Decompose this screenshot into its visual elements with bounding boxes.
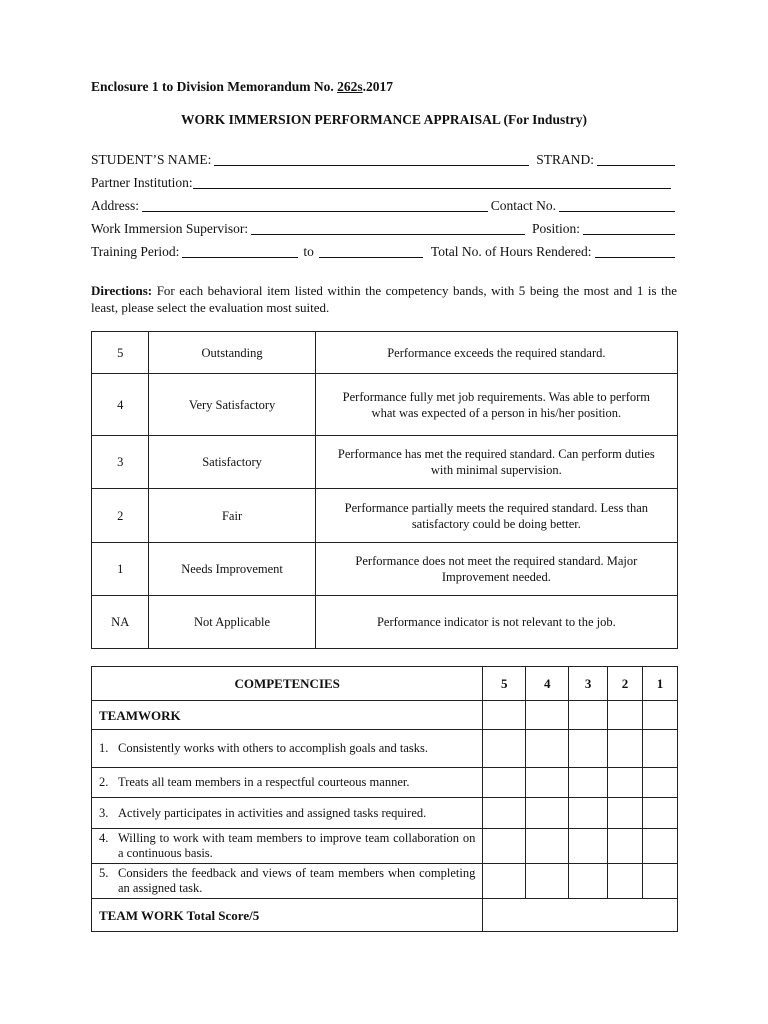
address-field[interactable] xyxy=(142,198,488,212)
rating-cell[interactable] xyxy=(483,768,526,798)
rating-cell[interactable] xyxy=(608,864,643,899)
enclosure-prefix: Enclosure 1 to Division Memorandum No. xyxy=(91,79,338,94)
supervisor-row xyxy=(91,219,675,237)
scale-rating: 3 xyxy=(92,436,149,489)
rating-cell[interactable] xyxy=(608,798,643,829)
rating-cell[interactable] xyxy=(608,701,643,730)
scale-descriptor: Very Satisfactory xyxy=(149,374,315,436)
rating-cell[interactable] xyxy=(643,768,678,798)
scale-rating: 2 xyxy=(92,489,149,543)
total-score-label: TEAM WORK Total Score/5 xyxy=(92,899,483,932)
rating-cell[interactable] xyxy=(608,730,643,768)
item-text: Consistently works with others to accomplish goals and tasks. xyxy=(118,741,429,755)
rating-cell[interactable] xyxy=(608,768,643,798)
partner-institution-label: Partner Institution: xyxy=(91,175,193,190)
scale-descriptor: Not Applicable xyxy=(149,596,315,649)
competencies-table xyxy=(91,666,678,932)
item-text: Treats all team members in a respectful courteous manner. xyxy=(118,775,410,789)
scale-meaning: Performance has met the required standard. Can perform duties with minimal supervision. xyxy=(315,436,677,489)
scale-meaning: Performance fully met job requirements. Was able to perform what was expected of a person in his/her position. xyxy=(315,374,677,436)
item-number: 2. xyxy=(99,775,109,789)
contact-no-label: Contact No. xyxy=(490,198,556,213)
scale-row xyxy=(92,332,678,374)
rating-cell[interactable] xyxy=(643,701,678,730)
competency-row xyxy=(92,730,678,768)
total-hours-label: Total No. of Hours Rendered: xyxy=(430,244,592,259)
scale-row xyxy=(92,543,678,596)
scale-descriptor: Fair xyxy=(149,489,315,543)
rating-cell[interactable] xyxy=(483,730,526,768)
rating-cell[interactable] xyxy=(569,798,608,829)
rating-col-3: 3 xyxy=(569,667,608,701)
supervisor-field[interactable] xyxy=(251,221,525,235)
competency-row xyxy=(92,829,678,864)
section-title: TEAMWORK xyxy=(92,701,483,730)
rating-scale-table xyxy=(91,331,678,649)
rating-cell[interactable] xyxy=(483,701,526,730)
training-period-label: Training Period: xyxy=(91,244,180,259)
rating-cell[interactable] xyxy=(569,701,608,730)
scale-rating: 4 xyxy=(92,374,149,436)
competency-item xyxy=(92,798,483,829)
rating-cell[interactable] xyxy=(526,730,569,768)
training-row xyxy=(91,242,675,260)
item-text: Considers the feedback and views of team members when completing an assigned task. xyxy=(118,866,476,895)
rating-cell[interactable] xyxy=(569,864,608,899)
competency-item xyxy=(92,768,483,798)
partner-institution-field[interactable] xyxy=(193,175,671,189)
competency-item xyxy=(92,829,483,864)
rating-cell[interactable] xyxy=(643,730,678,768)
item-number: 3. xyxy=(99,805,109,820)
scale-row xyxy=(92,489,678,543)
total-row xyxy=(92,899,678,932)
scale-meaning: Performance exceeds the required standard. xyxy=(315,332,677,374)
rating-col-5: 5 xyxy=(483,667,526,701)
rating-cell[interactable] xyxy=(643,798,678,829)
directions xyxy=(91,282,677,316)
item-text: Actively participates in activities and assigned tasks required. xyxy=(118,805,427,820)
address-row xyxy=(91,196,675,214)
rating-cell[interactable] xyxy=(569,768,608,798)
rating-col-2: 2 xyxy=(608,667,643,701)
scale-descriptor: Satisfactory xyxy=(149,436,315,489)
rating-cell[interactable] xyxy=(569,829,608,864)
scale-descriptor: Outstanding xyxy=(149,332,315,374)
position-field[interactable] xyxy=(583,221,675,235)
rating-cell[interactable] xyxy=(526,829,569,864)
competency-row xyxy=(92,768,678,798)
scale-row xyxy=(92,436,678,489)
contact-no-field[interactable] xyxy=(559,198,675,212)
scale-meaning: Performance partially meets the required standard. Less than satisfactory could be doing better. xyxy=(315,489,677,543)
rating-col-1: 1 xyxy=(643,667,678,701)
rating-col-4: 4 xyxy=(526,667,569,701)
rating-cell[interactable] xyxy=(608,829,643,864)
strand-field[interactable] xyxy=(597,152,675,166)
scale-row xyxy=(92,596,678,649)
item-number: 5. xyxy=(99,866,109,880)
scale-descriptor: Needs Improvement xyxy=(149,543,315,596)
competency-row xyxy=(92,798,678,829)
scale-meaning: Performance indicator is not relevant to the job. xyxy=(315,596,677,649)
rating-cell[interactable] xyxy=(526,701,569,730)
page-title: WORK IMMERSION PERFORMANCE APPRAISAL (For Industry) xyxy=(181,112,587,127)
scale-rating: 5 xyxy=(92,332,149,374)
directions-text: For each behavioral item listed within the competency bands, with 5 being the most and 1 is the least, please select the evaluation most suited. xyxy=(91,283,677,315)
student-name-label: STUDENT’S NAME: xyxy=(91,152,212,167)
supervisor-label: Work Immersion Supervisor: xyxy=(91,221,249,236)
item-number: 1. xyxy=(99,741,109,755)
training-start-field[interactable] xyxy=(182,244,298,258)
competency-item xyxy=(92,864,483,899)
rating-cell[interactable] xyxy=(643,864,678,899)
enclosure-line xyxy=(91,79,393,95)
scale-rating: NA xyxy=(92,596,149,649)
competencies-header: COMPETENCIES xyxy=(92,667,483,701)
item-text: Willing to work with team members to improve team collaboration on a continuous basis. xyxy=(118,831,476,860)
rating-cell[interactable] xyxy=(483,798,526,829)
scale-rating: 1 xyxy=(92,543,149,596)
partner-row xyxy=(91,173,675,191)
rating-cell[interactable] xyxy=(643,829,678,864)
to-label: to xyxy=(303,244,314,259)
student-name-field[interactable] xyxy=(214,152,529,166)
training-end-field[interactable] xyxy=(319,244,423,258)
item-number: 4. xyxy=(99,831,109,845)
address-label: Address: xyxy=(91,198,139,213)
directions-label: Directions: xyxy=(91,283,153,298)
scale-meaning: Performance does not meet the required standard. Major Improvement needed. xyxy=(315,543,677,596)
rating-cell[interactable] xyxy=(483,864,526,899)
strand-label: STRAND: xyxy=(536,152,594,167)
total-hours-field[interactable] xyxy=(595,244,675,258)
student-row xyxy=(91,150,675,168)
scale-row xyxy=(92,374,678,436)
rating-cell[interactable] xyxy=(526,768,569,798)
position-label: Position: xyxy=(531,221,580,236)
rating-cell[interactable] xyxy=(526,864,569,899)
memo-year: .2017 xyxy=(362,79,394,94)
competency-row xyxy=(92,864,678,899)
total-score-cell[interactable] xyxy=(483,899,678,932)
competency-item xyxy=(92,730,483,768)
section-row xyxy=(92,701,678,730)
rating-cell[interactable] xyxy=(526,798,569,829)
memo-number: 262s xyxy=(337,79,363,94)
competencies-header-row xyxy=(92,667,678,701)
rating-cell[interactable] xyxy=(483,829,526,864)
rating-cell[interactable] xyxy=(569,730,608,768)
